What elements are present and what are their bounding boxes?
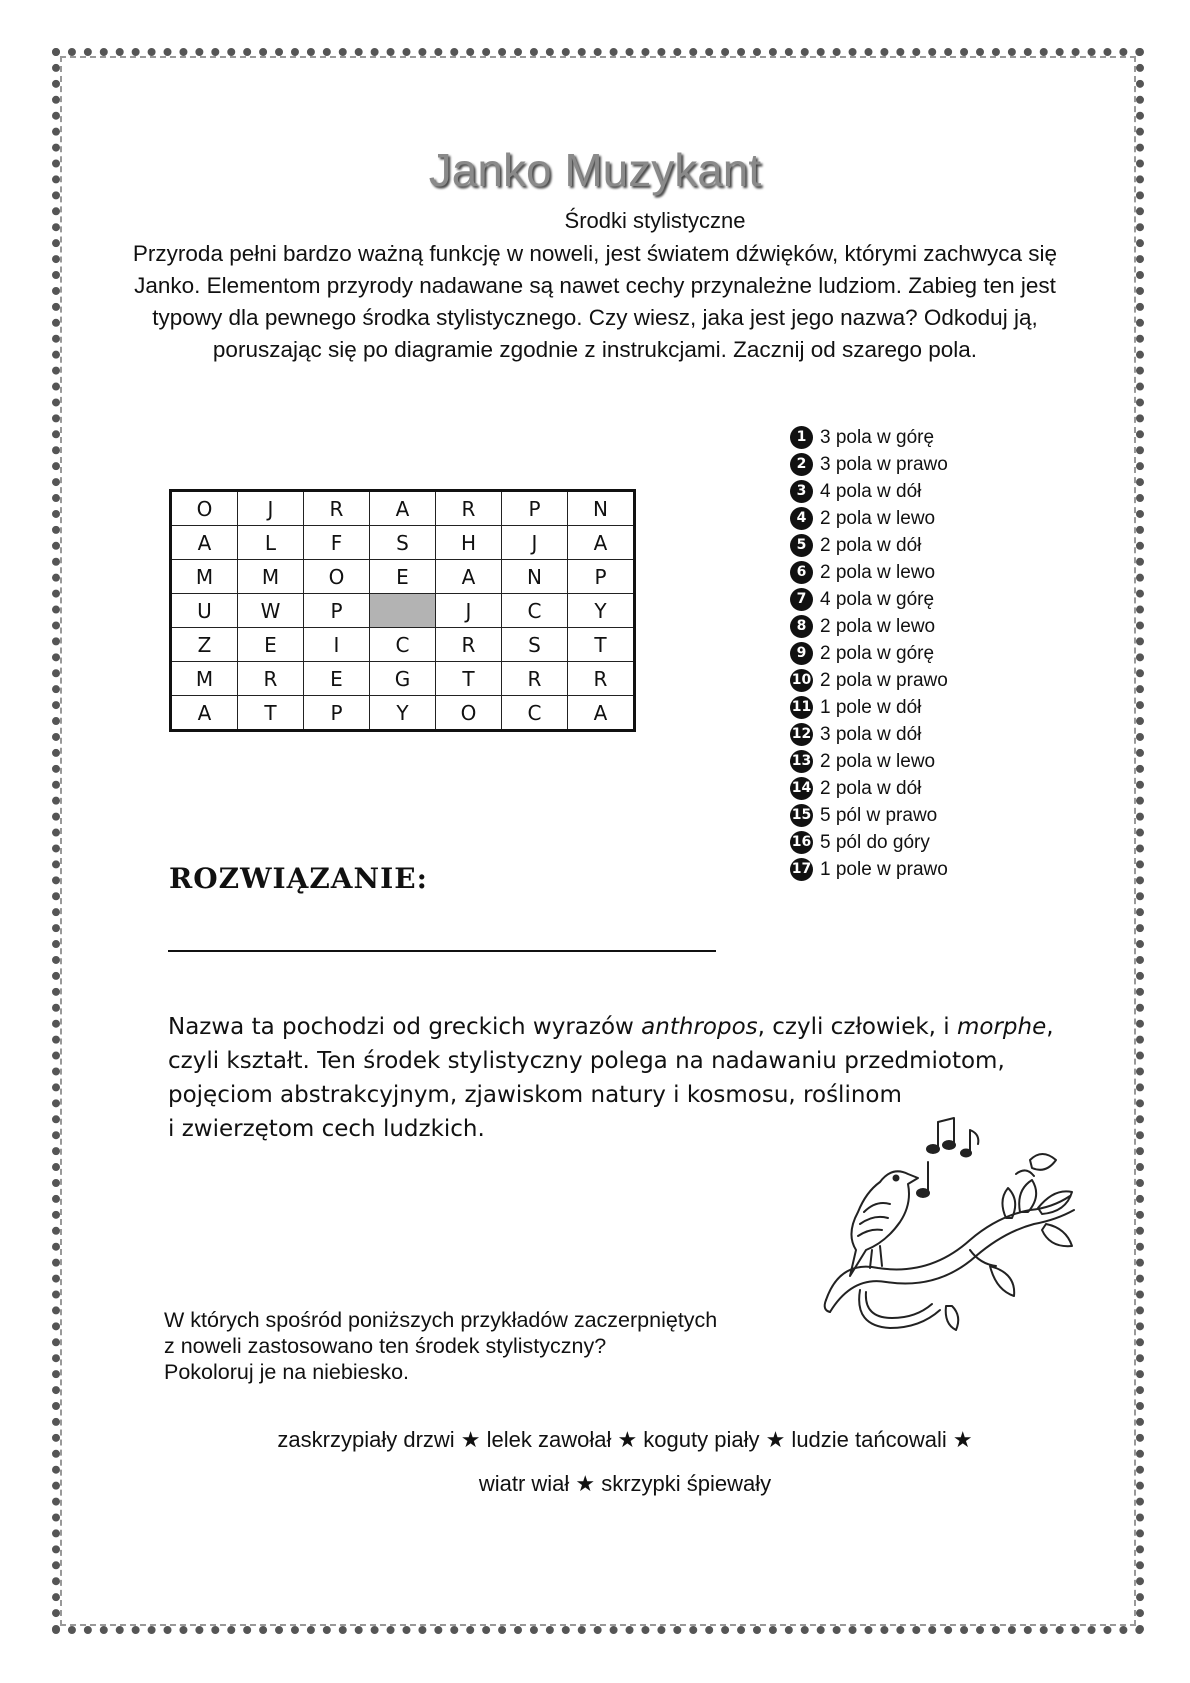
grid-cell[interactable]: A xyxy=(171,526,238,560)
intro-line: poruszając się po diagramie zgodnie z instrukcjami. Zacznij od szarego pola. xyxy=(212,337,978,362)
instruction-number-badge: 13 xyxy=(790,750,813,773)
instruction-item xyxy=(790,505,948,532)
instruction-item xyxy=(790,640,948,667)
grid-cell[interactable]: N xyxy=(502,560,568,594)
question-line: Pokoloruj je na niebiesko. xyxy=(164,1360,410,1384)
instruction-text: 2 pola w lewo xyxy=(820,562,936,583)
intro-line: Przyroda pełni bardzo ważną funkcję w noweli, jest światem dźwięków, którymi zachwyca się xyxy=(132,241,1058,266)
letter-grid xyxy=(169,489,636,732)
grid-cell[interactable]: A xyxy=(171,696,238,731)
instruction-item xyxy=(790,613,948,640)
instruction-text: 4 pola w dół xyxy=(820,481,922,502)
examples-line[interactable]: zaskrzypiały drzwi ★ lelek zawołał ★ koguty piały ★ ludzie tańcowali ★ xyxy=(277,1427,973,1452)
instruction-item xyxy=(790,802,948,829)
grid-cell[interactable]: T xyxy=(436,662,502,696)
instruction-text: 1 pole w prawo xyxy=(820,859,948,880)
grid-cell[interactable]: J xyxy=(502,526,568,560)
instruction-item xyxy=(790,559,948,586)
grid-cell[interactable]: O xyxy=(436,696,502,731)
definition-text: , czyli człowiek, i xyxy=(757,1014,957,1040)
definition-line: pojęciom abstrakcyjnym, zjawiskom natury i kosmosu, roślinom xyxy=(168,1082,902,1108)
grid-cell[interactable]: Y xyxy=(568,594,635,628)
question-line: W których spośród poniższych przykładów zaczerpniętych xyxy=(164,1308,718,1332)
instruction-text: 2 pola w górę xyxy=(820,643,935,664)
grid-cell[interactable]: C xyxy=(370,628,436,662)
instruction-number-badge: 3 xyxy=(790,480,813,503)
intro-line: typowy dla pewnego środka stylistycznego. Czy wiesz, jaka jest jego nazwa? Odkoduj ją, xyxy=(152,305,1038,330)
grid-row xyxy=(171,628,635,662)
instruction-text: 5 pól do góry xyxy=(820,832,930,853)
grid-row xyxy=(171,696,635,731)
instruction-number-badge: 1 xyxy=(790,426,813,449)
grid-cell[interactable]: M xyxy=(171,560,238,594)
grid-cell-start[interactable] xyxy=(370,594,436,628)
definition-line xyxy=(168,1010,1054,1044)
page-title: Janko Muzykant xyxy=(428,144,762,196)
instruction-text: 5 pól w prawo xyxy=(820,805,938,826)
grid-cell[interactable]: T xyxy=(238,696,304,731)
grid-cell[interactable]: O xyxy=(304,560,370,594)
instruction-item xyxy=(790,829,948,856)
grid-cell[interactable]: W xyxy=(238,594,304,628)
definition-line: i zwierzętom cech ludzkich. xyxy=(168,1116,485,1142)
definition-line: czyli kształt. Ten środek stylistyczny polega na nadawaniu przedmiotom, xyxy=(168,1048,1005,1074)
instruction-text: 4 pola w górę xyxy=(820,589,935,610)
grid-cell[interactable]: Z xyxy=(171,628,238,662)
grid-cell[interactable]: P xyxy=(304,594,370,628)
grid-row xyxy=(171,491,635,526)
instruction-item xyxy=(790,478,948,505)
grid-cell[interactable]: L xyxy=(238,526,304,560)
instruction-number-badge: 10 xyxy=(790,669,813,692)
instruction-number-badge: 12 xyxy=(790,723,813,746)
instruction-item xyxy=(790,424,948,451)
grid-cell[interactable]: O xyxy=(171,491,238,526)
instruction-text: 3 pola w prawo xyxy=(820,454,948,475)
instruction-item xyxy=(790,748,948,775)
grid-cell[interactable]: T xyxy=(568,628,635,662)
intro-line: Janko. Elementom przyrody nadawane są nawet cechy przynależne ludziom. Zabieg ten jest xyxy=(134,273,1056,298)
instruction-number-badge: 16 xyxy=(790,831,813,854)
grid-cell[interactable]: P xyxy=(304,696,370,731)
instruction-item xyxy=(790,451,948,478)
instruction-number-badge: 15 xyxy=(790,804,813,827)
instruction-item xyxy=(790,667,948,694)
definition-term: morphe xyxy=(957,1014,1047,1040)
grid-cell[interactable]: S xyxy=(370,526,436,560)
instruction-number-badge: 4 xyxy=(790,507,813,530)
grid-row xyxy=(171,526,635,560)
grid-cell[interactable]: P xyxy=(502,491,568,526)
grid-cell[interactable]: S xyxy=(502,628,568,662)
question-line: z noweli zastosowano ten środek stylistyczny? xyxy=(164,1334,607,1358)
grid-cell[interactable]: R xyxy=(568,662,635,696)
instruction-text: 2 pola w prawo xyxy=(820,670,948,691)
grid-cell[interactable]: M xyxy=(171,662,238,696)
instruction-item xyxy=(790,586,948,613)
grid-cell[interactable]: G xyxy=(370,662,436,696)
instruction-number-badge: 2 xyxy=(790,453,813,476)
grid-cell[interactable]: R xyxy=(238,662,304,696)
grid-cell[interactable]: H xyxy=(436,526,502,560)
grid-cell[interactable]: M xyxy=(238,560,304,594)
instruction-text: 2 pola w dół xyxy=(820,778,922,799)
grid-cell[interactable]: J xyxy=(436,594,502,628)
instruction-number-badge: 9 xyxy=(790,642,813,665)
instruction-item xyxy=(790,721,948,748)
instruction-number-badge: 5 xyxy=(790,534,813,557)
grid-cell[interactable]: R xyxy=(304,491,370,526)
instruction-text: 2 pola w lewo xyxy=(820,616,936,637)
instruction-number-badge: 14 xyxy=(790,777,813,800)
grid-cell[interactable]: R xyxy=(502,662,568,696)
grid-cell[interactable]: E xyxy=(370,560,436,594)
bird-on-branch-illustration xyxy=(820,1100,1090,1340)
grid-cell[interactable]: J xyxy=(238,491,304,526)
page-subtitle: Środki stylistyczne xyxy=(564,208,746,233)
instruction-text: 3 pola w dół xyxy=(820,724,922,745)
instruction-text: 2 pola w lewo xyxy=(820,751,936,772)
grid-cell[interactable]: A xyxy=(568,526,635,560)
intro-paragraph xyxy=(95,238,1095,366)
grid-cell[interactable]: A xyxy=(370,491,436,526)
grid-cell[interactable]: C xyxy=(502,696,568,731)
grid-cell[interactable]: N xyxy=(568,491,635,526)
answer-line[interactable] xyxy=(168,950,716,952)
instruction-text: 2 pola w dół xyxy=(820,535,922,556)
instruction-number-badge: 6 xyxy=(790,561,813,584)
grid-cell[interactable]: E xyxy=(238,628,304,662)
grid-cell[interactable]: A xyxy=(568,696,635,731)
instruction-number-badge: 8 xyxy=(790,615,813,638)
instruction-text: 1 pole w dół xyxy=(820,697,922,718)
instruction-text: 3 pola w górę xyxy=(820,427,935,448)
instruction-number-badge: 7 xyxy=(790,588,813,611)
grid-cell[interactable]: Y xyxy=(370,696,436,731)
grid-cell[interactable]: A xyxy=(436,560,502,594)
grid-cell[interactable]: R xyxy=(436,628,502,662)
grid-cell[interactable]: U xyxy=(171,594,238,628)
grid-cell[interactable]: P xyxy=(568,560,635,594)
grid-row xyxy=(171,560,635,594)
grid-row xyxy=(171,594,635,628)
instruction-item xyxy=(790,856,948,883)
grid-cell[interactable]: E xyxy=(304,662,370,696)
grid-cell[interactable]: R xyxy=(436,491,502,526)
instruction-item xyxy=(790,775,948,802)
definition-term: anthropos xyxy=(641,1014,758,1040)
solution-label: ROZWIĄZANIE: xyxy=(169,862,428,895)
instruction-item xyxy=(790,694,948,721)
instruction-number-badge: 17 xyxy=(790,858,813,881)
definition-text: , xyxy=(1046,1014,1054,1040)
instruction-text: 2 pola w lewo xyxy=(820,508,936,529)
examples-line[interactable]: wiatr wiał ★ skrzypki śpiewały xyxy=(478,1471,772,1496)
grid-row xyxy=(171,662,635,696)
question-paragraph xyxy=(164,1307,717,1385)
grid-cell[interactable]: C xyxy=(502,594,568,628)
instruction-item xyxy=(790,532,948,559)
definition-text: Nazwa ta pochodzi od greckich wyrazów xyxy=(168,1014,642,1040)
examples-list xyxy=(0,1418,1190,1506)
instruction-number-badge: 11 xyxy=(790,696,813,719)
grid-cell[interactable]: F xyxy=(304,526,370,560)
instruction-list xyxy=(790,424,948,883)
grid-cell[interactable]: I xyxy=(304,628,370,662)
